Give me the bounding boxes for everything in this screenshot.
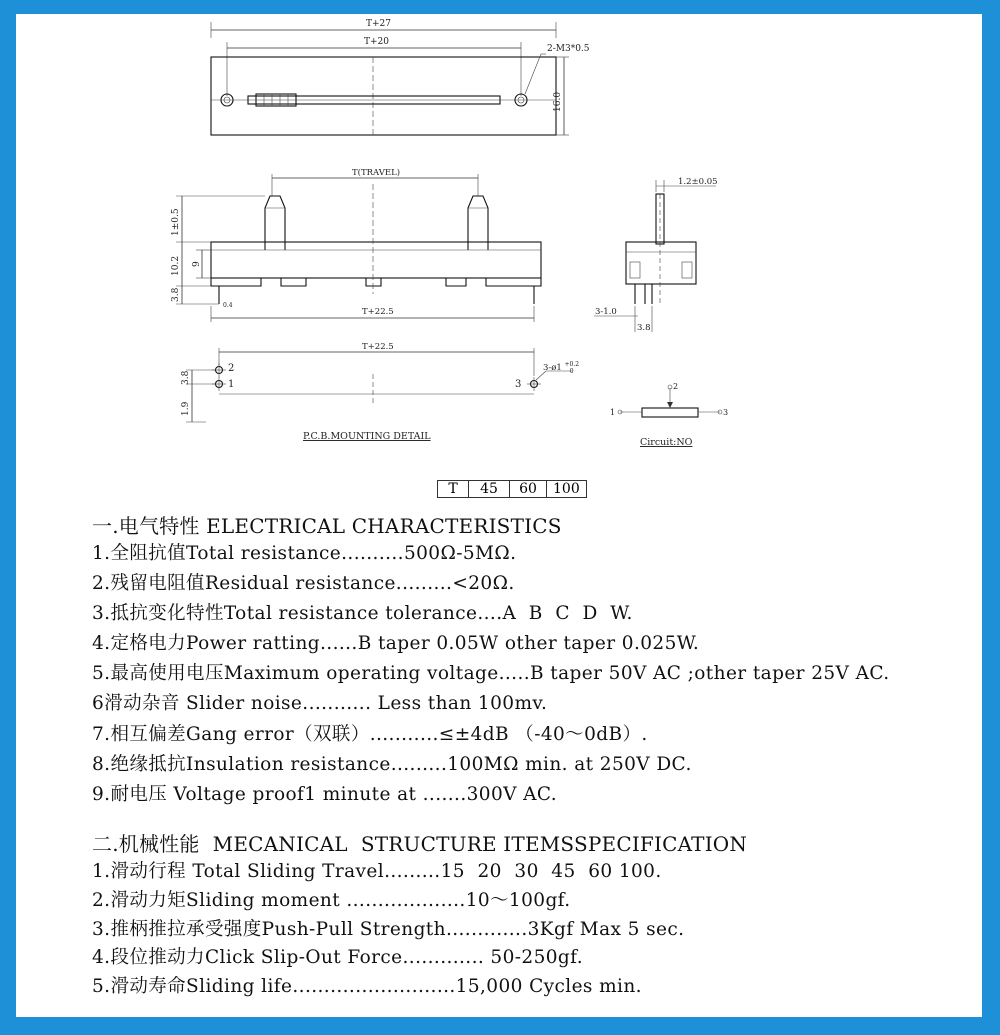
list-item: 9.耐电压 Voltage proof1 minute at .......300V AC. [92,783,558,805]
height-total-label: 10.2 [171,255,181,276]
table-cell: 60 [510,481,547,498]
mechanical-heading: 二.机械性能 MECANICAL STRUCTURE ITEMSSPECIFICATION [92,832,748,856]
table-row [438,481,587,498]
list-item: 8.绝缘抵抗Insulation resistance.........100MΩ min. at 250V DC. [92,753,692,775]
list-item: 7.相互偏差Gang error（双联）...........≤±4dB （-40～0dB）. [92,723,648,745]
circuit-diagram [610,382,728,448]
height-body-label: 9 [192,261,202,267]
pcb-caption: P.C.B.MOUNTING DETAIL [303,431,431,442]
pcb-detail-drawing [181,342,582,442]
list-item: 1.全阻抗值Total resistance..........500Ω-5MΩ. [92,543,517,564]
end-pitch-label: 3.8 [637,323,651,333]
circuit-pin-3-label: 3 [723,408,729,417]
end-pins-label: 3-1.0 [595,307,617,317]
side-view-drawing [171,167,541,322]
list-item: 5.最高使用电压Maximum operating voltage.....B taper 50V AC ;other taper 25V AC. [92,663,890,685]
list-item: 2.滑动力矩Sliding moment ...................10～100gf. [92,889,571,911]
circuit-pin-1-label: 1 [610,408,616,417]
list-item: 1.滑动行程 Total Sliding Travel.........15 20 30 45 60 100. [92,861,662,882]
pcb-spacing-b-label: 1.9 [181,401,191,416]
pcb-pin-2-label: 2 [228,363,235,374]
pcb-holes-label: 3-ø1 $^{+0.2}$ 0 [543,361,580,375]
mechanical-spec-list [92,857,684,1001]
pcb-pin-3-label: 3 [515,379,522,390]
list-item: 4.段位推动力Click Slip-Out Force............. 50-250gf. [92,947,584,969]
list-item: 3.抵抗变化特性Total resistance tolerance....A B C D W. [92,603,633,625]
circuit-pin-2-label: 2 [673,382,679,391]
dim-travel-label: T+20 [364,37,389,47]
electrical-heading: 一.电气特性 ELECTRICAL CHARACTERISTICS [92,514,562,538]
travel-size-table [437,480,587,498]
list-item: 5.滑动寿命Sliding life..........................15,000 Cycles min. [92,976,642,998]
end-view-drawing [594,177,718,333]
top-view-drawing [211,19,590,135]
pcb-pin-1-label: 1 [228,379,235,390]
pcb-length-label: T+22.5 [362,342,394,352]
table-cell: 100 [547,481,587,498]
electrical-spec-list [92,539,890,810]
pin-length-label: 3.8 [171,287,181,302]
list-item: 2.残留电阻值Residual resistance.........<20Ω. [92,573,515,595]
pcb-spacing-a-label: 3.8 [181,370,191,385]
circuit-caption: Circuit:NO [640,437,693,448]
table-cell: 45 [469,481,510,498]
dim-overall-label: T+27 [366,19,391,29]
holes-label: 2-M3*0.5 [547,44,590,54]
table-cell: T [438,481,469,498]
height-label: 16.0 [553,91,563,112]
shaft-width-label: 1.2±0.05 [678,177,718,187]
side-length-label: T+22.5 [362,307,394,317]
list-item: 3.推柄推拉承受强度Push-Pull Strength.............3Kgf Max 5 sec. [92,918,685,940]
shaft-length-label: 1±0.5 [171,208,181,236]
list-item: 4.定格电力Power ratting......B taper 0.05W other taper 0.025W. [92,633,700,655]
side-travel-label: T(TRAVEL) [352,168,401,178]
pin-offset-label: 0.4 [223,302,233,309]
list-item: 6滑动杂音 Slider noise........... Less than 100mv. [92,693,548,715]
datasheet-page [16,14,982,1017]
technical-drawings [16,14,982,484]
